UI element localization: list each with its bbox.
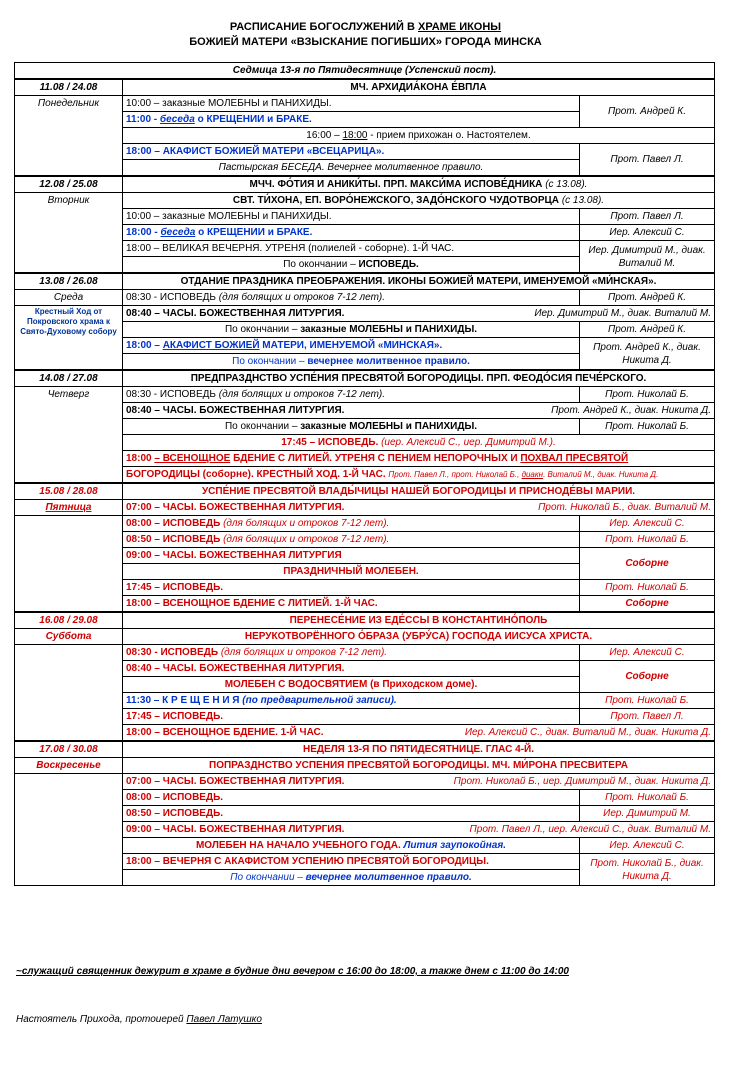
day-row-wed xyxy=(15,273,715,290)
signature-name: Павел Латушко xyxy=(186,1014,262,1025)
service xyxy=(123,225,580,241)
service xyxy=(123,822,715,838)
service xyxy=(123,532,580,548)
day-row-tue xyxy=(15,176,715,193)
priest xyxy=(388,470,658,479)
service-text: 08:50 – ИСПОВЕДЬ xyxy=(126,534,224,545)
day-feast: ПОПРАЗДНСТВО УСПЕНИЯ ПРЕСВЯТОЙ БОГОРОДИЦЫ. МЧ. МИ́РОНА ПРЕСВИТЕРА xyxy=(123,758,715,774)
schedule-table xyxy=(14,62,715,886)
service: 10:00 – заказные МОЛЕБНЫ и ПАНИХИДЫ. xyxy=(123,96,580,112)
day-feast: НЕДЕЛЯ 13-Я ПО ПЯТИДЕСЯТНИЦЕ. ГЛАС 4-Й. xyxy=(123,741,715,758)
day-row-sun xyxy=(15,741,715,758)
service: 08:50 – ИСПОВЕДЬ. xyxy=(123,806,580,822)
priest-part: Прот. Павел Л., прот. Николай Б., xyxy=(388,470,522,479)
service-text: 11:30 – К Р Е Щ Е Н И Я xyxy=(126,695,243,706)
service-note: (для болящих и отроков 7-12 лет). xyxy=(220,647,388,658)
service xyxy=(123,500,715,516)
service-text: МОЛЕБЕН НА НАЧАЛО УЧЕБНОГО ГОДА. xyxy=(195,840,404,851)
service-prefix: По окончании – xyxy=(283,259,359,270)
signature-prefix: Настоятель Прихода, протоиерей xyxy=(16,1014,187,1025)
service xyxy=(123,645,580,661)
schedule-row xyxy=(15,500,715,516)
service xyxy=(123,403,715,419)
day-date: 11.08 / 24.08 xyxy=(15,79,123,96)
service xyxy=(123,725,715,742)
service xyxy=(123,451,715,467)
service-time: 16:00 – xyxy=(306,130,343,141)
feast-text: МЧЧ. ФО́ТИЯ И АНИКИ́ТЫ. ПРП. МАКСИ́МА ИСПОВЕ́ДНИКА xyxy=(249,179,543,190)
day-row-sat xyxy=(15,612,715,629)
priest-part: . Виталий М., диак. Никита Д. xyxy=(543,470,659,479)
service-text: 08:40 – ЧАСЫ. БОЖЕСТВЕННАЯ ЛИТУРГИЯ. xyxy=(126,405,345,416)
schedule-row xyxy=(15,645,715,661)
day-date: 15.08 / 28.08 xyxy=(15,483,123,500)
service: 08:00 – ИСПОВЕДЬ. xyxy=(123,790,580,806)
service-text-underlined: АКАФИСТ БОЖИЕЙ xyxy=(162,340,260,351)
priest: Прот. Николай Б., диак. Виталий М. xyxy=(538,502,711,513)
service-text: - прием прихожан о. Настоятелем. xyxy=(367,130,531,141)
header-line2: БОЖИЕЙ МАТЕРИ «ВЗЫСКАНИЕ ПОГИБШИХ» ГОРОДА МИНСКА xyxy=(189,36,542,48)
service-prefix: По окончании – xyxy=(224,324,301,335)
service-note: (по предварительной записи). xyxy=(242,695,397,706)
priest: Соборне xyxy=(580,596,715,613)
header-line1-underlined: ХРАМЕ ИКОНЫ xyxy=(417,21,502,33)
service xyxy=(123,387,580,403)
day-date: 14.08 / 27.08 xyxy=(15,370,123,387)
service xyxy=(123,112,580,128)
service: 08:40 – ЧАСЫ. БОЖЕСТВЕННАЯ ЛИТУРГИЯ. xyxy=(123,661,580,677)
service-prefix: По окончании – xyxy=(230,872,306,883)
day-row-fri xyxy=(15,483,715,500)
schedule-row xyxy=(15,758,715,774)
day-row-mon xyxy=(15,79,715,96)
service-note: (иер. Алексий С., иер. Димитрий М.). xyxy=(381,437,556,448)
priest: Прот. Павел Л. xyxy=(580,709,715,725)
priest: Прот. Павел Л. xyxy=(580,144,715,177)
header-line1 xyxy=(0,20,731,35)
service xyxy=(123,338,580,354)
spacer-cell xyxy=(15,516,123,613)
service xyxy=(123,322,580,338)
weekday: Воскресенье xyxy=(15,758,123,774)
service-text: МАТЕРИ, ИМЕНУЕМОЙ «МИНСКАЯ». xyxy=(259,340,443,351)
service-dash: - xyxy=(151,227,161,238)
service xyxy=(123,774,715,790)
day-feast xyxy=(123,193,715,209)
service xyxy=(123,257,580,274)
feast-text: СВТ. ТИ́ХОНА, ЕП. ВОРО́НЕЖСКОГО, ЗАДО́НСКОГО ЧУДОТВОРЦА xyxy=(232,195,560,206)
service xyxy=(123,870,580,886)
service-text: ИСПОВЕДЬ. xyxy=(358,259,419,270)
priest: Прот. Николай Б. xyxy=(580,580,715,596)
priest: Прот. Николай Б. xyxy=(580,790,715,806)
service: Пастырская БЕСЕДА. Вечернее молитвенное правило. xyxy=(123,160,580,177)
service xyxy=(123,467,715,484)
service xyxy=(123,435,715,451)
weekday: Вторник xyxy=(15,193,123,274)
service-text: БОГОРОДИЦЫ (соборне). КРЕСТНЫЙ ХОД. 1-Й ЧАС. xyxy=(126,469,386,480)
service: 18:00 – ВЕЧЕРНЯ С АКАФИСТОМ УСПЕНИЮ ПРЕСВЯТОЙ БОГОРОДИЦЫ. xyxy=(123,854,580,870)
service xyxy=(123,838,580,854)
service-text: о КРЕЩЕНИИ и БРАКЕ. xyxy=(194,114,312,125)
day-feast: ПРЕДПРАЗДНСТВО УСПЕ́НИЯ ПРЕСВЯТОЙ БОГОРОДИЦЫ. ПРП. ФЕОДО́СИЯ ПЕЧЕ́РСКОГО. xyxy=(123,370,715,387)
service: 18:00 – ВСЕНОЩНОЕ БДЕНИЕ С ЛИТИЕЙ. 1-Й ЧАС. xyxy=(123,596,580,613)
service-prefix: По окончании – xyxy=(232,356,308,367)
day-date: 13.08 / 26.08 xyxy=(15,273,123,290)
service: ПРАЗДНИЧНЫЙ МОЛЕБЕН. xyxy=(123,564,580,580)
spacer-cell xyxy=(15,645,123,742)
service xyxy=(123,693,580,709)
week-title: Седмица 13-я по Пятидесятнице (Успенский пост). xyxy=(15,63,715,80)
service-text: 17:45 – ИСПОВЕДЬ. xyxy=(281,437,382,448)
service-text: 09:00 – ЧАСЫ. БОЖЕСТВЕННАЯ ЛИТУРГИЯ. xyxy=(126,824,345,835)
service-note: (для болящих и отроков 7-12 лет). xyxy=(223,534,390,545)
priest: Иер. Алексий С. xyxy=(580,838,715,854)
schedule-row xyxy=(15,774,715,790)
service-text-underlined: ПОХВАЛ ПРЕСВЯТОЙ xyxy=(520,453,629,464)
priest: Прот. Андрей К. xyxy=(580,290,715,306)
service: 18:00 – АКАФИСТ БОЖИЕЙ МАТЕРИ «ВСЕЦАРИЦА». xyxy=(123,144,580,160)
service: 09:00 – ЧАСЫ. БОЖЕСТВЕННАЯ ЛИТУРГИЯ xyxy=(123,548,580,564)
footer-note: ~служащий священник дежурит в храме в будние дни вечером с 16:00 до 18:00, а также днем с 11:00 до 14:00 xyxy=(16,966,569,977)
schedule-row xyxy=(15,387,715,403)
service-topic: беседа xyxy=(160,227,196,238)
day-feast: МЧ. АРХИДИА́КОНА Е́ВПЛА xyxy=(123,79,715,96)
service-text: 08:30 - ИСПОВЕДЬ xyxy=(126,389,219,400)
service: 17:45 – ИСПОВЕДЬ. xyxy=(123,709,580,725)
day-feast: НЕРУКОТВОРЁННОГО О́БРАЗА (УБРУ́СА) ГОСПОДА ИИСУСА ХРИСТА. xyxy=(123,629,715,645)
service-text: 08:40 – ЧАСЫ. БОЖЕСТВЕННАЯ ЛИТУРГИЯ. xyxy=(126,308,345,319)
service: 18:00 – ВЕЛИКАЯ ВЕЧЕРНЯ. УТРЕНЯ (полиелей - соборне). 1-Й ЧАС. xyxy=(123,241,580,257)
day-row-thu xyxy=(15,370,715,387)
day-feast: ПЕРЕНЕСЕ́НИЕ ИЗ ЕДЕ́ССЫ В КОНСТАНТИНО́ПОЛЬ xyxy=(123,612,715,629)
signature xyxy=(16,1014,262,1025)
schedule-row xyxy=(15,290,715,306)
service-text-underlined: – ВСЕНОЩНОЕ xyxy=(154,453,231,464)
priest: Прот. Николай Б. xyxy=(580,532,715,548)
spacer-cell xyxy=(15,774,123,886)
service xyxy=(123,306,715,322)
day-feast: УСПЕ́НИЕ ПРЕСВЯТОЙ ВЛАДЫ́ЧИЦЫ НАШЕЙ БОГОРОДИЦЫ И ПРИСНОДЕ́ВЫ МАРИИ. xyxy=(123,483,715,500)
procession-note: Крестный Ход от Покровского храма к Свято-Духовому собору xyxy=(15,306,123,371)
service-text: заказные МОЛЕБНЫ и ПАНИХИДЫ. xyxy=(300,421,478,432)
priest: Прот. Николай Б. xyxy=(580,693,715,709)
service: 17:45 – ИСПОВЕДЬ. xyxy=(123,580,580,596)
service-text: 08:30 - ИСПОВЕДЬ xyxy=(126,647,221,658)
priest: Прот. Андрей К., диак. Никита Д. xyxy=(580,338,715,371)
priest: Иер. Димитрий М., диак. Виталий М. xyxy=(580,241,715,274)
feast-note: (с 13.08). xyxy=(561,195,605,206)
service-note: Лития заупокойная. xyxy=(403,840,507,851)
service-time: 18:00 – xyxy=(126,340,163,351)
service xyxy=(123,290,580,306)
priest: Прот. Павел Л., иер. Алексий С., диак. Виталий М. xyxy=(469,824,711,835)
day-feast: ОТДАНИЕ ПРАЗДНИКА ПРЕОБРАЖЕНИЯ. ИКОНЫ БОЖИЕЙ МАТЕРИ, ИМЕНУЕМОЙ «МИ́НСКАЯ». xyxy=(123,273,715,290)
service-text: вечернее молитвенное правило. xyxy=(307,356,470,367)
priest: Иер. Алексий С. xyxy=(580,645,715,661)
service-time-end: 18:00 xyxy=(342,130,368,141)
priest: Прот. Павел Л. xyxy=(580,209,715,225)
service: МОЛЕБЕН С ВОДОСВЯТИЕМ (в Приходском доме). xyxy=(123,677,580,693)
service-text: 08:30 - ИСПОВЕДЬ xyxy=(126,292,219,303)
priest: Прот. Николай Б., иер. Димитрий М., диак. Никита Д. xyxy=(453,776,711,787)
priest: Прот. Николай Б. xyxy=(580,387,715,403)
service xyxy=(123,128,715,144)
service-prefix: По окончании – xyxy=(224,421,301,432)
priest: Прот. Андрей К. xyxy=(580,322,715,338)
service-text: 18:00 – ВСЕНОЩНОЕ БДЕНИЕ. 1-Й ЧАС. xyxy=(126,727,324,738)
service-text: заказные МОЛЕБНЫ и ПАНИХИДЫ. xyxy=(300,324,478,335)
service xyxy=(123,354,580,371)
service-text: 07:00 – ЧАСЫ. БОЖЕСТВЕННАЯ ЛИТУРГИЯ. xyxy=(126,776,345,787)
day-date: 16.08 / 29.08 xyxy=(15,612,123,629)
priest: Прот. Андрей К. xyxy=(580,96,715,128)
weekday: Среда xyxy=(15,290,123,306)
service-dash: - xyxy=(151,114,160,125)
service-text: вечернее молитвенное правило. xyxy=(305,872,472,883)
weekday: Пятница xyxy=(15,500,123,516)
priest: Прот. Николай Б., диак. Никита Д. xyxy=(580,854,715,886)
service: 10:00 – заказные МОЛЕБНЫ и ПАНИХИДЫ. xyxy=(123,209,580,225)
service-text: 07:00 – ЧАСЫ. БОЖЕСТВЕННАЯ ЛИТУРГИЯ. xyxy=(126,502,345,513)
service xyxy=(123,419,580,435)
priest: Иер. Димитрий М., диак. Виталий М. xyxy=(534,308,711,319)
weekday: Понедельник xyxy=(15,96,123,177)
service-text: БДЕНИЕ С ЛИТИЕЙ. УТРЕНЯ С ПЕНИЕМ НЕПОРОЧНЫХ И xyxy=(230,453,521,464)
schedule xyxy=(14,62,714,886)
priest: Соборне xyxy=(580,661,715,693)
service-note: (для болящих и отроков 7-12 лет). xyxy=(218,292,386,303)
priest: Прот. Андрей К., диак. Никита Д. xyxy=(551,405,711,416)
day-feast xyxy=(123,176,715,193)
service-time: 11:00 xyxy=(126,114,152,125)
day-date: 17.08 / 30.08 xyxy=(15,741,123,758)
feast-note: (с 13.08). xyxy=(545,179,588,190)
priest: Прот. Николай Б. xyxy=(580,419,715,435)
priest: Иер. Алексий С. xyxy=(580,516,715,532)
service-text: о КРЕЩЕНИИ и БРАКЕ. xyxy=(195,227,313,238)
service-topic: беседа xyxy=(159,114,195,125)
weekday: Суббота xyxy=(15,629,123,645)
service-note: (для болящих и отроков 7-12 лет). xyxy=(223,518,390,529)
priest-part-underlined: диакн xyxy=(521,470,544,479)
schedule-row xyxy=(15,629,715,645)
header-line1-pre: РАСПИСАНИЕ БОГОСЛУЖЕНИЙ В xyxy=(229,21,418,33)
weekday: Четверг xyxy=(15,387,123,484)
service-time: 18:00 xyxy=(126,227,152,238)
service xyxy=(123,516,580,532)
service-time: 18:00 xyxy=(126,453,155,464)
service-text: 08:00 – ИСПОВЕДЬ xyxy=(126,518,224,529)
week-row xyxy=(15,63,715,80)
priest: Иер. Алексий С. xyxy=(580,225,715,241)
schedule-row xyxy=(15,516,715,532)
schedule-row xyxy=(15,193,715,209)
priest: Иер. Димитрий М. xyxy=(580,806,715,822)
priest: Иер. Алексий С., диак. Виталий М., диак. Никита Д. xyxy=(464,727,711,738)
service-note: (для болящих и отроков 7-12 лет). xyxy=(218,389,386,400)
priest: Соборне xyxy=(580,548,715,580)
schedule-row xyxy=(15,306,715,322)
schedule-row xyxy=(15,96,715,112)
day-date: 12.08 / 25.08 xyxy=(15,176,123,193)
